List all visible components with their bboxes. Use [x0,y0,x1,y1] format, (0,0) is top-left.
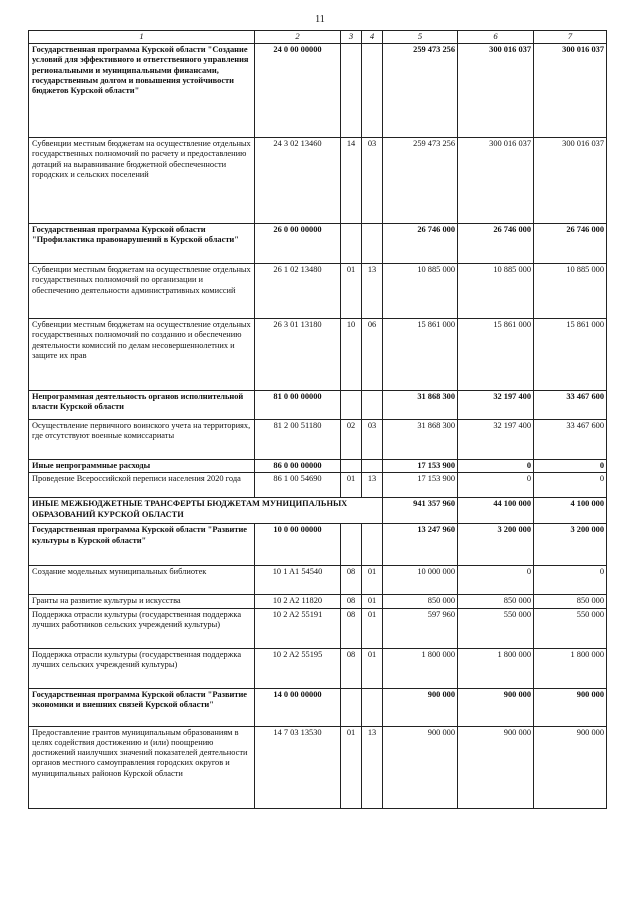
row-name: Поддержка отрасли культуры (государственная поддержка лучших работников сельских учреждений культуры) [29,608,255,648]
row-code: 86 0 00 00000 [255,460,341,473]
row-value-col5: 259 473 256 [383,138,458,224]
row-section: 01 [341,264,362,319]
table-row [29,688,607,726]
row-code: 24 0 00 00000 [255,44,341,138]
row-code: 86 1 00 54690 [255,473,341,498]
row-name: Иные непрограммные расходы [29,460,255,473]
row-value-col5: 597 960 [383,608,458,648]
table-row [29,498,607,524]
row-section [341,391,362,420]
row-value-col6: 10 885 000 [458,264,534,319]
table-row [29,726,607,808]
row-value-col6: 26 746 000 [458,224,534,264]
row-section: 14 [341,138,362,224]
column-header: 3 [341,31,362,44]
column-header: 6 [458,31,534,44]
row-value-col6: 15 861 000 [458,319,534,391]
row-subsection: 06 [362,319,383,391]
row-value-col5: 850 000 [383,595,458,608]
row-name: Проведение Всероссийской переписи населения 2020 года [29,473,255,498]
row-subsection [362,524,383,566]
row-subsection [362,391,383,420]
row-code: 10 2 A2 11820 [255,595,341,608]
row-value-col6: 32 197 400 [458,391,534,420]
row-section: 08 [341,608,362,648]
row-value-col5: 900 000 [383,726,458,808]
table-row [29,524,607,566]
row-value-col7: 0 [534,473,607,498]
row-code: 14 7 03 13530 [255,726,341,808]
row-section: 08 [341,648,362,688]
row-name: Создание модельных муниципальных библиотек [29,566,255,595]
row-section: 02 [341,420,362,460]
row-subsection: 03 [362,138,383,224]
row-value-col7: 550 000 [534,608,607,648]
table-row [29,608,607,648]
row-section: 08 [341,595,362,608]
row-value-col6: 300 016 037 [458,44,534,138]
row-value-col7: 300 016 037 [534,44,607,138]
column-header: 7 [534,31,607,44]
row-name: ИНЫЕ МЕЖБЮДЖЕТНЫЕ ТРАНСФЕРТЫ БЮДЖЕТАМ МУНИЦИПАЛЬНЫХ ОБРАЗОВАНИЙ КУРСКОЙ ОБЛАСТИ [29,498,383,524]
row-section [341,688,362,726]
row-value-col6: 900 000 [458,726,534,808]
row-value-col7: 33 467 600 [534,391,607,420]
table-row [29,391,607,420]
row-code: 10 2 A2 55195 [255,648,341,688]
row-code: 26 3 01 13180 [255,319,341,391]
row-value-col6: 0 [458,460,534,473]
row-name: Государственная программа Курской области "Профилактика правонарушений в Курской области" [29,224,255,264]
row-value-col6: 0 [458,566,534,595]
row-value-col7: 0 [534,566,607,595]
row-name: Субвенции местным бюджетам на осуществление отдельных государственных полномочий по организации и обеспечению деятельности административных комиссий [29,264,255,319]
row-value-col7: 10 885 000 [534,264,607,319]
row-value-col5: 26 746 000 [383,224,458,264]
row-value-col7: 3 200 000 [534,524,607,566]
row-name: Непрограммная деятельность органов исполнительной власти Курской области [29,391,255,420]
row-value-col6: 900 000 [458,688,534,726]
row-code: 81 0 00 00000 [255,391,341,420]
row-name: Субвенции местным бюджетам на осуществление отдельных государственных полномочий по расчету и предоставлению дотаций на выравнивание бюджетной обеспеченности городских и сельских поселений [29,138,255,224]
column-header: 2 [255,31,341,44]
row-name: Предоставление грантов муниципальным образованиям в целях содействия достижению и (или) поощрению достижений наилучших значений показателей деятельности органов местного самоуправления городских округов и муниципальных районов Курской области [29,726,255,808]
row-value-col5: 900 000 [383,688,458,726]
row-value-col5: 13 247 960 [383,524,458,566]
row-value-col6: 850 000 [458,595,534,608]
row-section [341,224,362,264]
row-subsection: 01 [362,608,383,648]
row-section: 10 [341,319,362,391]
table-row [29,44,607,138]
row-value-col6: 1 800 000 [458,648,534,688]
row-value-col7: 33 467 600 [534,420,607,460]
row-subsection [362,224,383,264]
page-number: 11 [315,14,325,25]
table-row [29,264,607,319]
row-name: Государственная программа Курской области "Развитие культуры в Курской области" [29,524,255,566]
row-value-col5: 259 473 256 [383,44,458,138]
column-header: 5 [383,31,458,44]
table-row [29,595,607,608]
row-code: 10 0 00 00000 [255,524,341,566]
table-row [29,319,607,391]
row-code: 81 2 00 51180 [255,420,341,460]
table-row [29,648,607,688]
budget-table [28,30,607,809]
row-value-col7: 0 [534,460,607,473]
row-value-col5: 15 861 000 [383,319,458,391]
row-name: Гранты на развитие культуры и искусства [29,595,255,608]
row-value-col7: 26 746 000 [534,224,607,264]
row-value-col6: 3 200 000 [458,524,534,566]
row-code: 10 1 A1 54540 [255,566,341,595]
row-subsection [362,688,383,726]
row-value-col5: 31 868 300 [383,420,458,460]
row-value-col6: 550 000 [458,608,534,648]
column-header: 4 [362,31,383,44]
row-name: Государственная программа Курской области "Создание условий для эффективного и ответственного управления региональными и муниципальными финансами, государственным долгом и повышения устойчивости бюджетов Курской области" [29,44,255,138]
row-subsection [362,44,383,138]
row-name: Государственная программа Курской области "Развитие экономики и внешних связей Курской области" [29,688,255,726]
row-name: Субвенции местным бюджетам на осуществление отдельных государственных полномочий по созданию и обеспечению деятельности комиссий по делам несовершеннолетних и защите их прав [29,319,255,391]
row-value-col5: 10 885 000 [383,264,458,319]
row-value-col6: 44 100 000 [458,498,534,524]
row-value-col7: 4 100 000 [534,498,607,524]
row-value-col7: 1 800 000 [534,648,607,688]
row-name: Осуществление первичного воинского учета на территориях, где отсутствуют военные комиссариаты [29,420,255,460]
row-value-col7: 900 000 [534,688,607,726]
row-section [341,460,362,473]
row-value-col5: 1 800 000 [383,648,458,688]
row-section [341,44,362,138]
row-value-col5: 17 153 900 [383,473,458,498]
row-code: 24 3 02 13460 [255,138,341,224]
row-value-col5: 17 153 900 [383,460,458,473]
table-row [29,138,607,224]
table-header-row [29,31,607,44]
row-section: 01 [341,473,362,498]
row-value-col7: 850 000 [534,595,607,608]
row-subsection: 03 [362,420,383,460]
row-code: 26 1 02 13480 [255,264,341,319]
row-code: 10 2 A2 55191 [255,608,341,648]
row-subsection: 01 [362,595,383,608]
table-row [29,566,607,595]
row-subsection: 01 [362,648,383,688]
row-section: 08 [341,566,362,595]
row-value-col5: 10 000 000 [383,566,458,595]
row-section: 01 [341,726,362,808]
row-subsection: 13 [362,473,383,498]
table-row [29,460,607,473]
row-subsection: 01 [362,566,383,595]
row-value-col5: 941 357 960 [383,498,458,524]
table-row [29,224,607,264]
row-value-col6: 300 016 037 [458,138,534,224]
table-row [29,420,607,460]
row-value-col6: 0 [458,473,534,498]
row-value-col7: 900 000 [534,726,607,808]
row-code: 14 0 00 00000 [255,688,341,726]
column-header: 1 [29,31,255,44]
row-value-col7: 15 861 000 [534,319,607,391]
row-subsection: 13 [362,264,383,319]
row-name: Поддержка отрасли культуры (государственная поддержка лучших сельских учреждений культуры) [29,648,255,688]
row-section [341,524,362,566]
table-row [29,473,607,498]
row-code: 26 0 00 00000 [255,224,341,264]
row-value-col7: 300 016 037 [534,138,607,224]
row-subsection [362,460,383,473]
row-value-col5: 31 868 300 [383,391,458,420]
row-subsection: 13 [362,726,383,808]
row-value-col6: 32 197 400 [458,420,534,460]
